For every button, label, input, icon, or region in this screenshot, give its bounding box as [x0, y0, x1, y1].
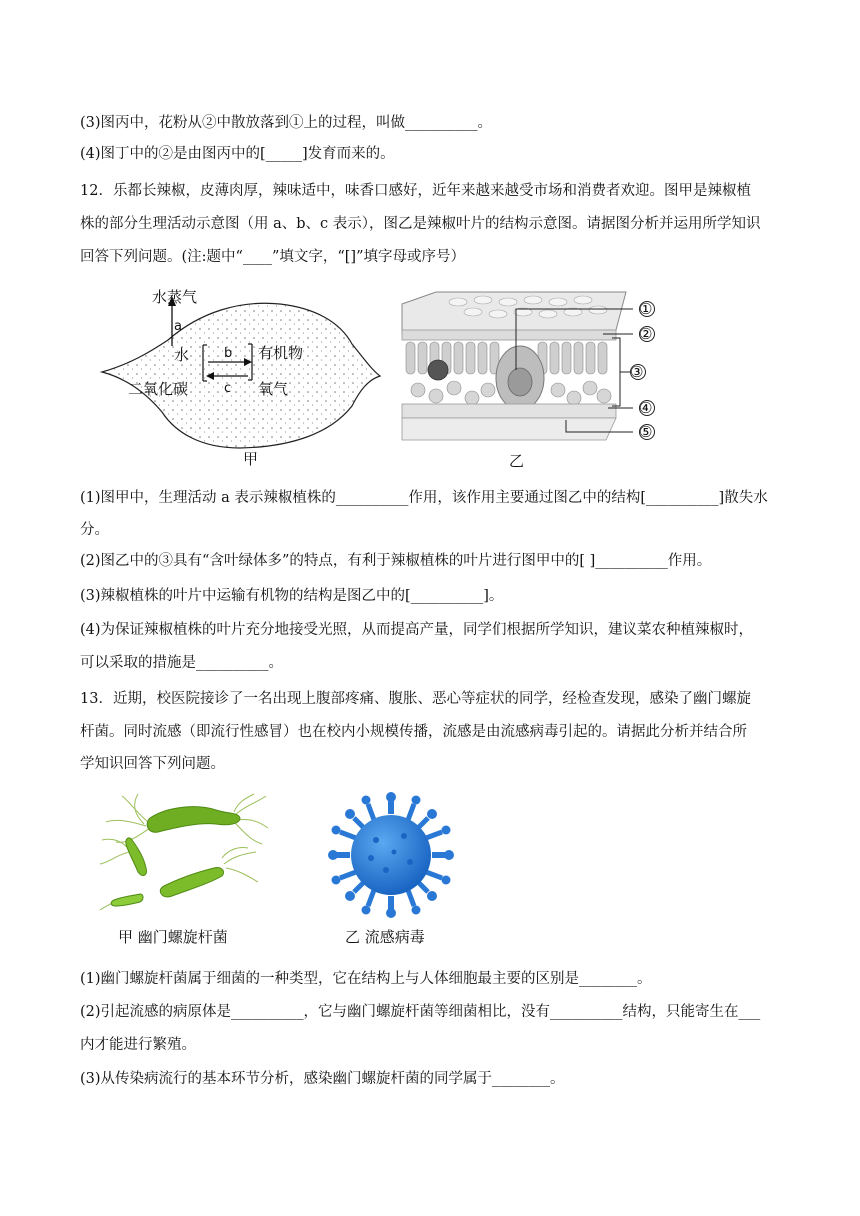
carbon-dioxide-label: 二氧化碳	[128, 380, 189, 398]
q12-sub1-line1: (1)图甲中，生理活动 a 表示辣椒植株的__________作用，该作用主要通过图乙中的结构[__________]散失水	[80, 490, 768, 506]
q12-sub4-line1: (4)为保证辣椒植株的叶片充分地接受光照，从而提高产量，同学们根据所学知识，建议菜农种植辣椒时，	[80, 622, 754, 638]
q13-intro-line2: 杆菌。同时流感（即流行性感冒）也在校内小规模传播，流感是由流感病毒引起的。请据此分析并结合所	[80, 724, 747, 740]
q13-sub3: (3)从传染病流行的基本环节分析，感染幽门螺旋杆菌的同学属于________。	[80, 1071, 565, 1087]
process-c-label: c	[224, 381, 232, 396]
leaf-cross-section-diagram	[398, 290, 678, 450]
leaf-process-diagram	[90, 282, 390, 472]
structure-label-4: ④	[639, 399, 653, 417]
influenza-virus-illustration	[326, 790, 456, 920]
q12-intro-line1: 12．乐都长辣椒，皮薄肉厚，辣味适中，味香口感好，近年来越来越受市场和消费者欢迎。图甲是辣椒植	[80, 183, 751, 199]
q11-part3: (3)图丙中，花粉从②中散放落到①上的过程，叫做__________。	[80, 115, 493, 131]
q12-sub1-line2: 分。	[80, 522, 109, 538]
q13-sub2-line1: (2)引起流感的病原体是__________，它与幽门螺旋杆菌等细菌相比，没有__________结构，只能寄生在___	[80, 1004, 761, 1020]
figure-virus-caption: 乙 流感病毒	[345, 928, 425, 946]
q12-sub3: (3)辣椒植株的叶片中运输有机物的结构是图乙中的[__________]。	[80, 588, 504, 604]
water-vapor-label: 水蒸气	[152, 288, 198, 306]
bacterium-medium	[160, 868, 223, 897]
q13-sub2-line2: 内才能进行繁殖。	[80, 1037, 196, 1053]
oxygen-label: 氧气	[258, 380, 289, 398]
water-label: 水	[174, 346, 190, 364]
q12-sub2: (2)图乙中的③具有“含叶绿体多”的特点，有利于辣椒植株的叶片进行图甲中的[ ]__________作用。	[80, 553, 712, 569]
figure-bacteria-caption: 甲 幽门螺旋杆菌	[118, 928, 228, 946]
bacterium-small	[126, 838, 147, 876]
q11-part4: (4)图丁中的②是由图丙中的[_____]发育而来的。	[80, 146, 395, 162]
q12-intro-line3: 回答下列问题。(注:题中“____”填文字，“[]”填字母或序号）	[80, 249, 466, 265]
figure-yi-caption: 乙	[509, 452, 525, 470]
q12-sub4-line2: 可以采取的措施是__________。	[80, 655, 283, 671]
structure-label-5: ⑤	[639, 423, 653, 441]
helicobacter-illustration	[88, 792, 270, 920]
process-a-label: a	[174, 319, 182, 334]
q13-intro-line3: 学知识回答下列问题。	[80, 756, 225, 772]
q13-sub1: (1)幽门螺旋杆菌属于细菌的一种类型，它在结构上与人体细胞最主要的区别是________。	[80, 971, 652, 987]
structure-label-2: ②	[639, 325, 653, 343]
bacterium-mini	[111, 894, 143, 906]
figure-jia-caption: 甲	[243, 450, 259, 468]
process-b-label: b	[224, 346, 233, 361]
organic-matter-label: 有机物	[258, 344, 304, 362]
structure-label-3: ③	[630, 363, 644, 381]
bacterium-large	[147, 807, 240, 833]
q13-intro-line1: 13．近期，校医院接诊了一名出现上腹部疼痛、腹胀、恶心等症状的同学，经检查发现，感染了幽门螺旋	[80, 691, 751, 707]
structure-label-1: ①	[639, 300, 653, 318]
q12-intro-line2: 株的部分生理活动示意图（用 a、b、c 表示），图乙是辣椒叶片的结构示意图。请据图分析并运用所学知识	[80, 216, 761, 232]
